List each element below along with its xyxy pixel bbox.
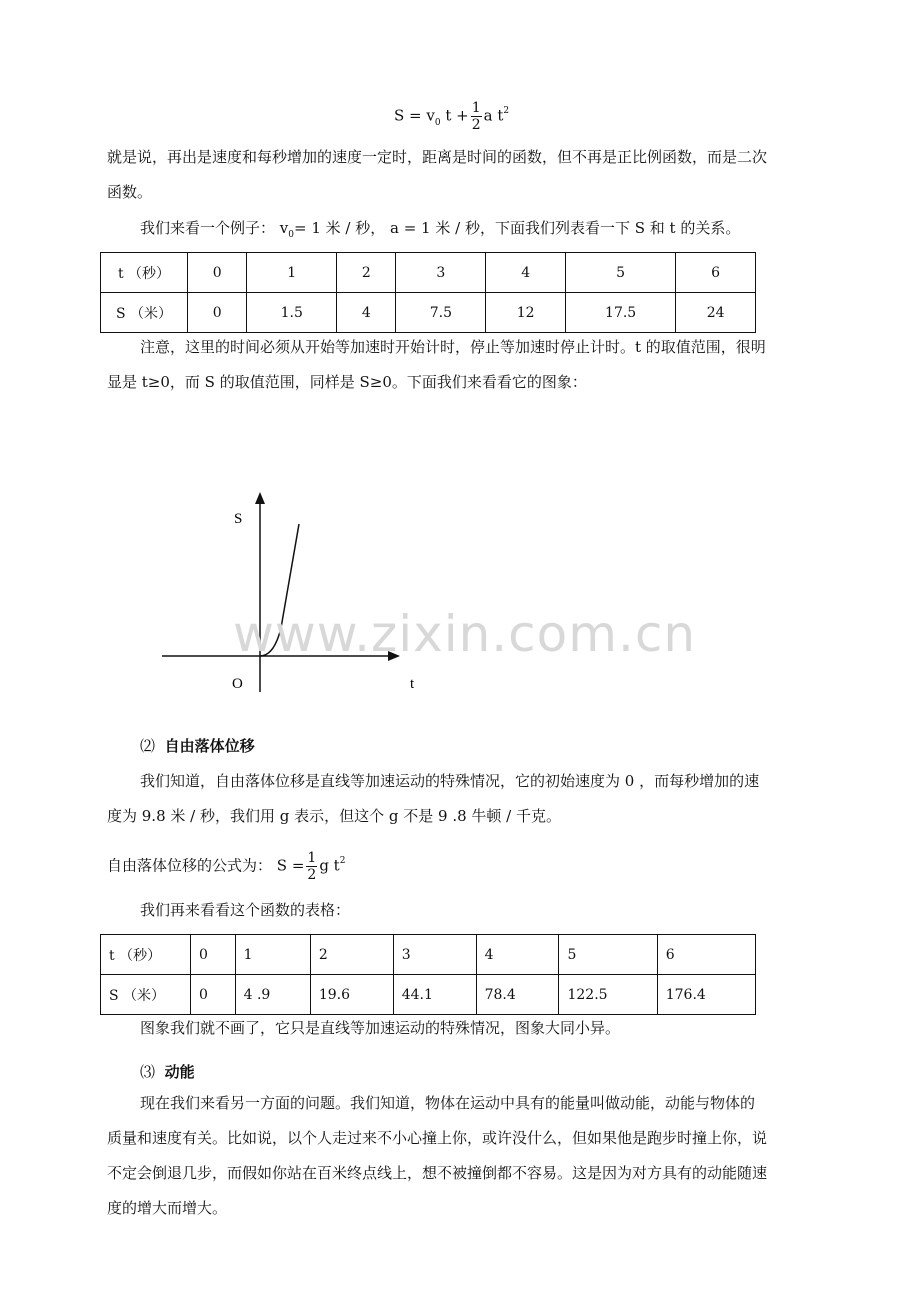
table-cell: 1 <box>235 935 310 975</box>
table-cell: 12 <box>486 293 566 333</box>
paragraph-line: 图象我们就不画了，它只是直线等加速运动的特殊情况，图象大同小异。 <box>140 1019 621 1037</box>
y-axis-label: S <box>234 511 243 527</box>
table-cell: 3 <box>393 935 476 975</box>
table-free-fall <box>100 934 756 1015</box>
table-header-cell: t （秒） <box>101 253 188 293</box>
paragraph-line: 函数。 <box>107 183 153 201</box>
section-heading: ⑶ 动能 <box>140 1063 195 1081</box>
paragraph-line: 注意，这里的时间必须从开始等加速时开始计时，停止等加速时停止计时。t 的取值范围，很明 <box>140 338 766 356</box>
table-cell: 5 <box>566 253 676 293</box>
table-cell: 4 <box>486 253 566 293</box>
table-cell: 176.4 <box>657 975 755 1015</box>
table-cell: 122.5 <box>559 975 657 1015</box>
table-cell: 4 <box>337 293 396 333</box>
table-cell: 5 <box>559 935 657 975</box>
paragraph-line: 度的增大而增大。 <box>107 1199 228 1217</box>
paragraph-line: 现在我们来看另一方面的问题。我们知道，物体在运动中具有的能量叫做动能，动能与物体的 <box>140 1094 756 1112</box>
table-cell: 4 <box>476 935 559 975</box>
displacement-time-graph <box>150 480 430 700</box>
origin-label: O <box>232 676 243 692</box>
table-cell: 0 <box>188 293 247 333</box>
table-header-cell: S （米） <box>101 975 191 1015</box>
table-cell: 7.5 <box>396 293 486 333</box>
table-cell: 1 <box>247 253 337 293</box>
table-row <box>101 935 756 975</box>
fraction-half: $\frac{1}{2}$ <box>307 850 317 883</box>
table-cell: 3 <box>396 253 486 293</box>
paragraph-line: 不定会倒退几步，而假如你站在百米终点线上，想不被撞倒都不容易。这是因为对方具有的动能随速 <box>107 1164 768 1182</box>
paragraph-line: 就是说，再出是速度和每秒增加的速度一定时，距离是时间的函数，但不再是正比例函数，而是二次 <box>107 148 768 166</box>
paragraph-line: 显是 t≥0，而 S 的取值范围，同样是 S≥0。下面我们来看看它的图象： <box>107 373 587 391</box>
table-cell: 2 <box>310 935 393 975</box>
paragraph-line: 质量和速度有关。比如说，以个人走过来不小心撞上你，或许没什么，但如果他是跑步时撞上你，说 <box>107 1129 768 1147</box>
table-uniform-acceleration <box>100 252 756 333</box>
formula-displacement: $S = v_0$ t + $\frac{1}{2}$ a $t^2$ <box>394 100 510 133</box>
watermark: www.zixin.com.cn <box>233 605 697 663</box>
table-cell: 1.5 <box>247 293 337 333</box>
table-cell: 17.5 <box>566 293 676 333</box>
table-cell: 19.6 <box>310 975 393 1015</box>
table-cell: 44.1 <box>393 975 476 1015</box>
table-header-cell: S （米） <box>101 293 188 333</box>
table-cell: 4 .9 <box>235 975 310 1015</box>
table-cell: 78.4 <box>476 975 559 1015</box>
paragraph-line: 我们再来看看这个函数的表格： <box>140 901 351 919</box>
table-cell: 0 <box>188 253 247 293</box>
table-cell: 0 <box>191 935 236 975</box>
section-heading: ⑵ 自由落体位移 <box>140 737 255 755</box>
formula-free-fall: 自由落体位移的公式为： S = $\frac{1}{2}$ g $t^2$ <box>107 850 346 883</box>
table-cell: 6 <box>657 935 755 975</box>
table-cell: 24 <box>676 293 756 333</box>
y-axis-arrow-icon <box>255 492 265 504</box>
example-paragraph: 我们来看一个例子： $v_0= 1$ 米 / 秒， a = 1 米 / 秒，下面我们列表看一下 S 和 t 的关系。 <box>140 219 741 240</box>
fraction-half: $\frac{1}{2}$ <box>471 100 481 133</box>
paragraph-line: 度为 9.8 米 / 秒，我们用 g 表示，但这个 g 不是 9 .8 牛顿 / 千克。 <box>107 807 562 825</box>
paragraph-line: 我们知道，自由落体位移是直线等加速运动的特殊情况，它的初始速度为 0 ，而每秒增加的速 <box>140 772 760 790</box>
table-cell: 2 <box>337 253 396 293</box>
table-header-cell: t （秒） <box>101 935 191 975</box>
table-row <box>101 253 756 293</box>
x-axis-label: t <box>410 676 415 692</box>
table-row <box>101 293 756 333</box>
table-cell: 6 <box>676 253 756 293</box>
table-row <box>101 975 756 1015</box>
table-cell: 0 <box>191 975 236 1015</box>
